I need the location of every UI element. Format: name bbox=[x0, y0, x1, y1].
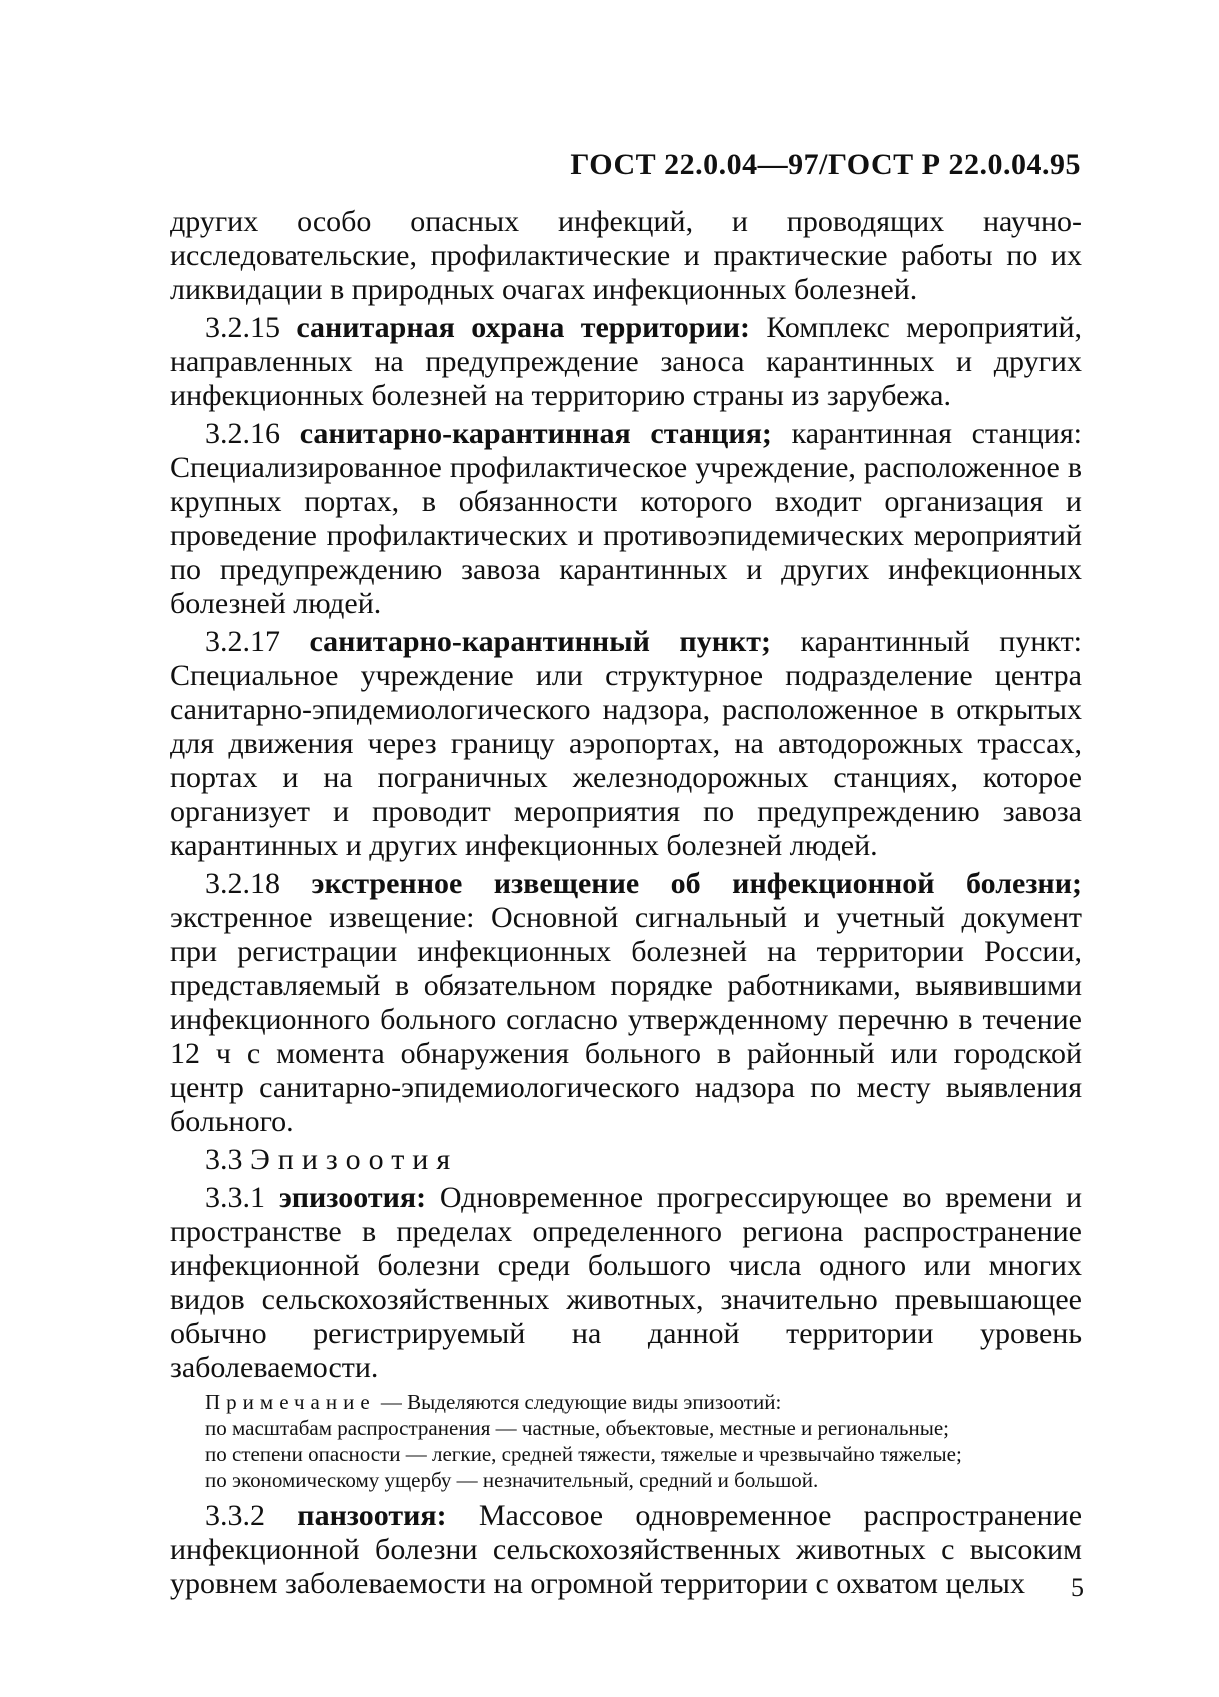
item-3-2-16 bbox=[170, 417, 1082, 621]
item-term: санитарно-карантинный пункт; bbox=[309, 625, 771, 658]
note-block bbox=[205, 1389, 1082, 1493]
section-heading bbox=[170, 1143, 1082, 1177]
note-line: по экономическому ущербу — незначительный, средний и большой. bbox=[205, 1468, 819, 1492]
item-3-2-17 bbox=[170, 625, 1082, 863]
note-line: по масштабам распространения — частные, объектовые, местные и региональные; bbox=[205, 1416, 949, 1440]
item-text: Комплекс мероприятий, направленных на предупреждение заноса карантинных и других инфекционных болезней на территорию страны из зарубежа. bbox=[170, 311, 1083, 412]
item-text: карантинный пункт: Специальное учреждение или структурное подразделение центра санитарно-эпидемиологического надзора, расположенное в открытых для движения через границу аэропортах, на автодорожных трассах, портах и на пограничных железнодорожных станциях, которое организует и проводит мероприятия по предупреждению завоза карантинных и других инфекционных болезней людей. bbox=[170, 625, 1083, 862]
item-3-3-1 bbox=[170, 1181, 1082, 1385]
item-number: 3.2.18 bbox=[205, 867, 280, 900]
item-number: 3.3.1 bbox=[205, 1181, 265, 1214]
item-number: 3.2.16 bbox=[205, 417, 280, 450]
standard-header: ГОСТ 22.0.04—97/ГОСТ Р 22.0.04.95 bbox=[570, 148, 1081, 181]
page-number: 5 bbox=[1071, 1573, 1084, 1602]
document-body bbox=[170, 205, 1082, 1605]
item-number: 3.3.2 bbox=[205, 1499, 265, 1532]
item-term: санитарная охрана территории: bbox=[296, 311, 751, 344]
item-number: 3.2.17 bbox=[205, 625, 280, 658]
item-3-3-2 bbox=[170, 1499, 1082, 1601]
item-term: санитарно-карантинная станция; bbox=[299, 417, 772, 450]
item-term: эпизоотия: bbox=[278, 1181, 427, 1214]
section-title: Эпизоотия bbox=[250, 1143, 459, 1176]
item-text: карантинная станция: Специализированное профилактическое учреждение, расположенное в крупных портах, в обязанности которого входит организация и проведение профилактических и противоэпидемических мероприятий по предупреждению завоза карантинных и других инфекционных болезней людей. bbox=[170, 417, 1083, 620]
continuation-paragraph: других особо опасных инфекций, и проводящих научно-исследовательские, профилактические и практические работы по их ликвидации в природных очагах инфекционных болезней. bbox=[170, 205, 1082, 306]
item-text: Одновременное прогрессирующее во времени и пространстве в пределах определенного региона распространение инфекционной болезни среди большого числа одного или многих видов сельскохозяйственных животных, значительно превышающее обычно регистрируемый на данной территории уровень заболеваемости. bbox=[170, 1181, 1083, 1384]
item-term: экстренное извещение об инфекционной болезни; bbox=[311, 867, 1082, 900]
note-line: по степени опасности — легкие, средней тяжести, тяжелые и чрезвычайно тяжелые; bbox=[205, 1442, 962, 1466]
note-lead: — Выделяются следующие виды эпизоотий: bbox=[380, 1390, 782, 1414]
item-text: Массовое одновременное распространение инфекционной болезни сельскохозяйственных животных с высоким уровнем заболеваемости на огромной территории с охватом целых bbox=[170, 1499, 1083, 1600]
item-number: 3.2.15 bbox=[205, 311, 280, 344]
note-title: Примечание bbox=[205, 1390, 376, 1414]
note-heading bbox=[205, 1389, 1082, 1415]
item-text: экстренное извещение: Основной сигнальный и учетный документ при регистрации инфекционных болезней на территории России, представляемый в обязательном порядке работниками, выявившими инфекционного больного согласно утвержденному перечню в течение 12 ч с момента обнаружения больного в районный или городской центр санитарно-эпидемиологического надзора по месту выявления больного. bbox=[170, 901, 1082, 1138]
item-3-2-18 bbox=[170, 867, 1082, 1139]
item-3-2-15 bbox=[170, 311, 1082, 413]
item-term: панзоотия: bbox=[297, 1499, 447, 1532]
section-number: 3.3 bbox=[205, 1143, 243, 1176]
